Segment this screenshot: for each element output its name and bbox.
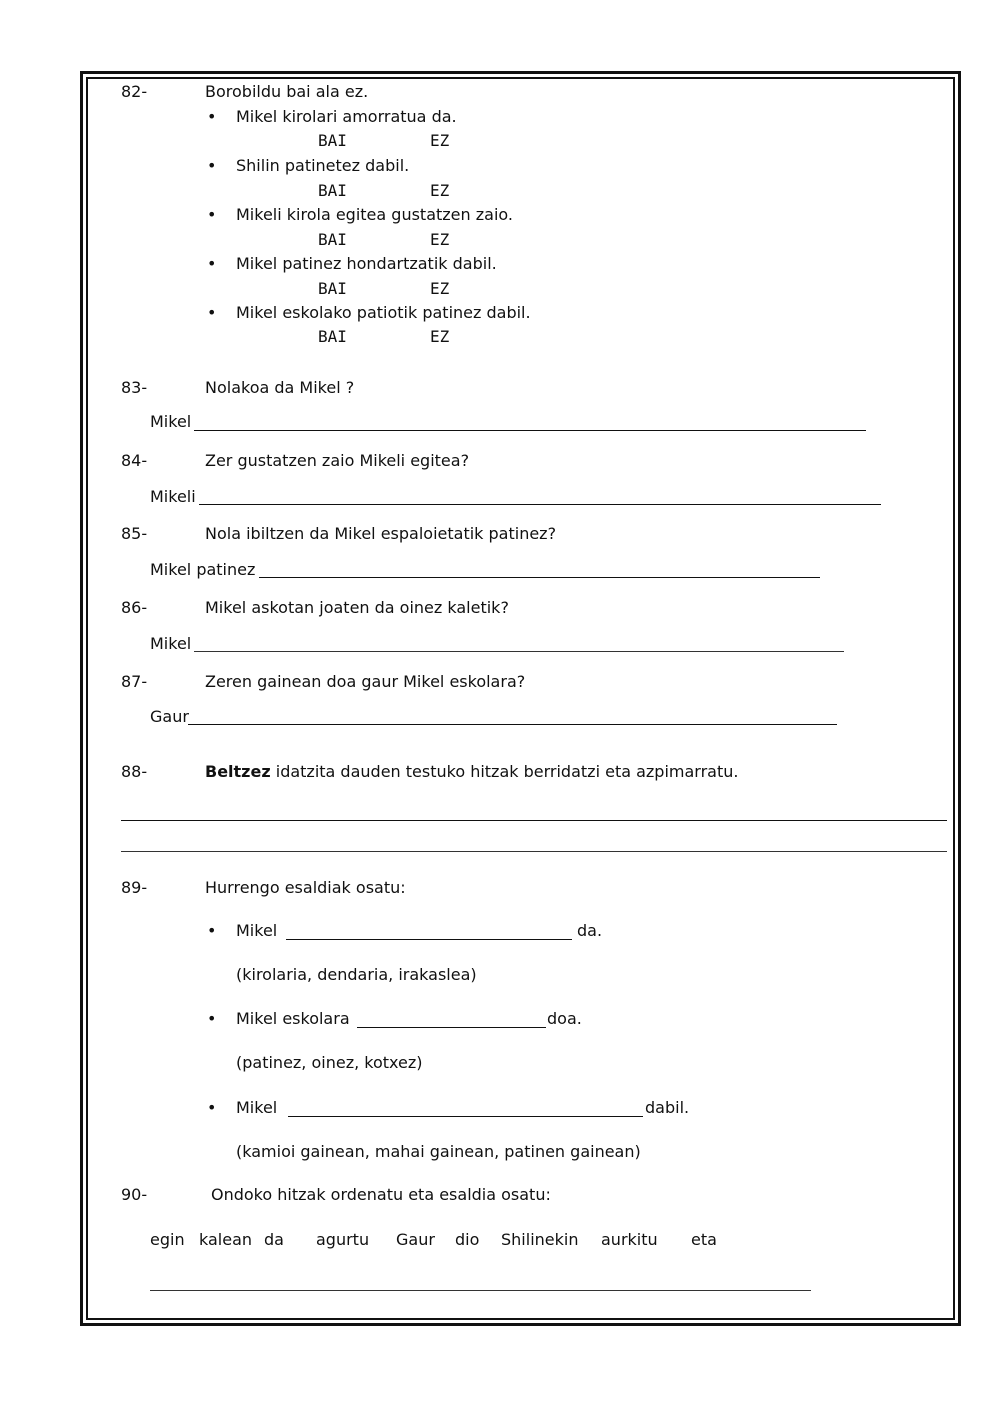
q88-answer-line-1[interactable] (121, 820, 947, 821)
q82-item-1-ez[interactable]: EZ (430, 131, 450, 150)
q82-item-2-ez[interactable]: EZ (430, 181, 450, 200)
q90-word: egin (150, 1230, 185, 1249)
q82-item-4-ez[interactable]: EZ (430, 279, 450, 298)
q82-item-5-ez[interactable]: EZ (430, 327, 450, 346)
q82-item-3-text: Mikeli kirola egitea gustatzen zaio. (236, 205, 513, 224)
q87-number: 87- (121, 672, 148, 691)
q82-item-4-bai[interactable]: BAI (318, 279, 347, 298)
q84-number: 84- (121, 451, 148, 470)
bullet: • (207, 303, 217, 322)
q83-prompt: Nolakoa da Mikel ? (205, 378, 355, 397)
q90-word: dio (455, 1230, 480, 1249)
q90-prompt: Ondoko hitzak ordenatu eta esaldia osatu: (211, 1185, 551, 1204)
bullet: • (207, 921, 217, 940)
q89-item-1-blank[interactable] (286, 939, 572, 940)
q88-answer-line-2[interactable] (121, 851, 947, 852)
q87-prompt: Zeren gainean doa gaur Mikel eskolara? (205, 672, 526, 691)
q83-answer-line[interactable] (194, 430, 866, 431)
q90-word: kalean (199, 1230, 253, 1249)
q89-item-1-options: (kirolaria, dendaria, irakaslea) (236, 965, 477, 984)
q82-item-3-ez[interactable]: EZ (430, 230, 450, 249)
q83-answer-start: Mikel (150, 412, 192, 431)
q88-prompt-rest: idatzita dauden testuko hitzak berridatzi eta azpimarratu. (270, 762, 739, 781)
q89-item-2-after: doa. (547, 1009, 582, 1028)
q89-item-2-blank[interactable] (357, 1027, 546, 1028)
q82-item-1-text: Mikel kirolari amorratua da. (236, 107, 457, 126)
q87-answer-start: Gaur (150, 707, 189, 726)
bullet: • (207, 156, 217, 175)
q89-number: 89- (121, 878, 148, 897)
q82-prompt: Borobildu bai ala ez. (205, 82, 369, 101)
q85-answer-line[interactable] (259, 577, 820, 578)
q84-answer-line[interactable] (199, 504, 881, 505)
q82-item-2-bai[interactable]: BAI (318, 181, 347, 200)
q89-item-2-options: (patinez, oinez, kotxez) (236, 1053, 423, 1072)
q90-number: 90- (121, 1185, 148, 1204)
q82-item-2-text: Shilin patinetez dabil. (236, 156, 410, 175)
q83-number: 83- (121, 378, 148, 397)
q90-word: Shilinekin (501, 1230, 579, 1249)
q90-answer-line[interactable] (150, 1290, 811, 1291)
q90-word: da (264, 1230, 284, 1249)
q86-prompt: Mikel askotan joaten da oinez kaletik? (205, 598, 509, 617)
q89-item-3-before: Mikel (236, 1098, 278, 1117)
q89-item-3-options: (kamioi gainean, mahai gainean, patinen gainean) (236, 1142, 641, 1161)
bullet: • (207, 254, 217, 273)
q88-prompt-bold: Beltzez (205, 762, 271, 781)
q82-item-5-bai[interactable]: BAI (318, 327, 347, 346)
q86-answer-line[interactable] (194, 651, 844, 652)
q85-answer-start: Mikel patinez (150, 560, 256, 579)
q82-item-3-bai[interactable]: BAI (318, 230, 347, 249)
q85-number: 85- (121, 524, 148, 543)
bullet: • (207, 1098, 217, 1117)
q85-prompt: Nola ibiltzen da Mikel espaloietatik patinez? (205, 524, 557, 543)
bullet: • (207, 1009, 217, 1028)
q90-word: eta (691, 1230, 717, 1249)
q88-prompt (205, 762, 738, 782)
q89-item-2-before: Mikel eskolara (236, 1009, 350, 1028)
q89-item-1-before: Mikel (236, 921, 278, 940)
q90-word: aurkitu (601, 1230, 658, 1249)
q90-word: agurtu (316, 1230, 370, 1249)
q89-item-1-after: da. (577, 921, 603, 940)
q82-item-4-text: Mikel patinez hondartzatik dabil. (236, 254, 497, 273)
q84-prompt: Zer gustatzen zaio Mikeli egitea? (205, 451, 470, 470)
q82-number: 82- (121, 82, 148, 101)
q87-answer-line[interactable] (188, 724, 837, 725)
q84-answer-start: Mikeli (150, 487, 196, 506)
bullet: • (207, 205, 217, 224)
q82-item-1-bai[interactable]: BAI (318, 131, 347, 150)
q89-item-3-blank[interactable] (288, 1116, 643, 1117)
q88-number: 88- (121, 762, 148, 781)
q90-word: Gaur (396, 1230, 435, 1249)
bullet: • (207, 107, 217, 126)
q86-answer-start: Mikel (150, 634, 192, 653)
q86-number: 86- (121, 598, 148, 617)
q89-item-3-after: dabil. (645, 1098, 690, 1117)
q82-item-5-text: Mikel eskolako patiotik patinez dabil. (236, 303, 531, 322)
q89-prompt: Hurrengo esaldiak osatu: (205, 878, 406, 897)
